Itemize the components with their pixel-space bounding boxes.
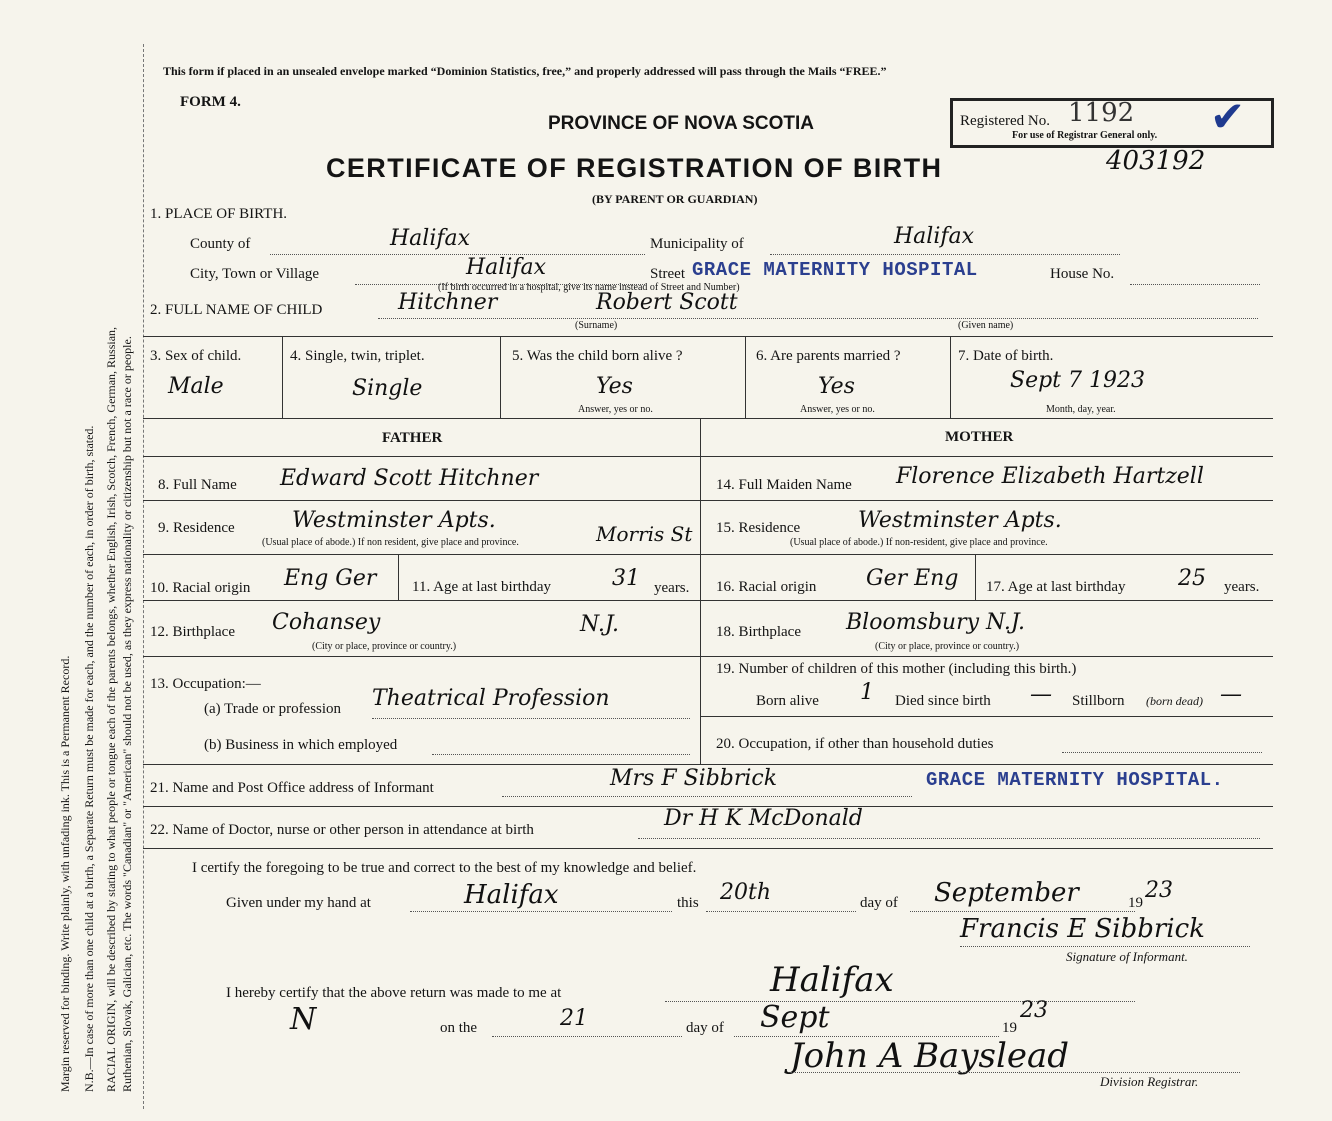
check-mark-icon: ✔ bbox=[1210, 92, 1246, 141]
father-residence-label: 9. Residence bbox=[158, 520, 235, 536]
informant-label: 21. Name and Post Office address of Informant bbox=[150, 780, 434, 796]
born-alive-label: 5. Was the child born alive ? bbox=[512, 348, 683, 364]
father-birthplace-note: (City or place, province or country.) bbox=[312, 641, 457, 652]
registrar-signature: John A Bayslead bbox=[790, 1036, 1070, 1076]
father-age-label: 11. Age at last birthday bbox=[412, 579, 551, 595]
certification-statement: I certify the foregoing to be true and correct to the best of my knowledge and belief. bbox=[192, 860, 697, 876]
city-label: City, Town or Village bbox=[190, 266, 320, 282]
margin-note-4: Ruthenian, Slovak, Galician, etc. The words "Canadian" or "American" should not be used, as they express nationality or citizenship but not a race or people. bbox=[120, 336, 134, 1092]
street-value-stamp: GRACE MATERNITY HOSPITAL bbox=[692, 259, 978, 281]
form-number: FORM 4. bbox=[180, 94, 241, 110]
sex-value: Male bbox=[168, 374, 224, 399]
mother-heading: MOTHER bbox=[945, 429, 1014, 445]
this-label: this bbox=[677, 895, 699, 911]
street-label: Street bbox=[650, 266, 685, 282]
father-residence-extra: Morris St bbox=[596, 522, 693, 546]
born-alive-note: Answer, yes or no. bbox=[578, 404, 653, 415]
informant-signature-label: Signature of Informant. bbox=[1066, 949, 1188, 964]
mother-residence-value: Westminster Apts. bbox=[858, 508, 1062, 533]
place-of-birth-heading: 1. PLACE OF BIRTH. bbox=[150, 206, 288, 222]
county-label: County of bbox=[190, 236, 251, 252]
date-of-birth-value: Sept 7 1923 bbox=[1010, 368, 1145, 393]
sex-label: 3. Sex of child. bbox=[150, 348, 242, 364]
handwritten-number: 403192 bbox=[1106, 146, 1206, 176]
given-month-value: September bbox=[934, 878, 1079, 908]
born-alive-count-label: Born alive bbox=[756, 693, 819, 709]
father-residence-value: Westminster Apts. bbox=[292, 508, 496, 533]
father-age-value: 31 bbox=[612, 566, 640, 591]
father-birthplace-value: Cohansey bbox=[272, 610, 381, 635]
mother-occupation-label: 20. Occupation, if other than household duties bbox=[716, 736, 994, 752]
county-value: Halifax bbox=[390, 226, 471, 251]
parents-married-note: Answer, yes or no. bbox=[800, 404, 875, 415]
died-since-birth-value: — bbox=[1030, 682, 1052, 707]
mother-name-value: Florence Elizabeth Hartzell bbox=[896, 464, 1204, 489]
registrar-day-of-label: day of bbox=[686, 1020, 724, 1036]
given-year-prefix: 19 bbox=[1128, 895, 1143, 911]
registrar-statement: I hereby certify that the above return was made to me at bbox=[226, 985, 562, 1001]
mother-racial-label: 16. Racial origin bbox=[716, 579, 817, 595]
registrar-month-value: Sept bbox=[760, 1000, 830, 1035]
father-trade-label: (a) Trade or profession bbox=[204, 701, 342, 717]
child-given-name-value: Robert Scott bbox=[596, 290, 738, 315]
father-trade-value: Theatrical Profession bbox=[372, 686, 610, 711]
house-number-label: House No. bbox=[1050, 266, 1115, 282]
margin-notes bbox=[0, 0, 140, 1121]
registered-value: 1192 bbox=[1068, 98, 1135, 128]
margin-note-3: RACIAL ORIGIN, will be described by stating to what people or tongue each of the parents belongs, whether English, Irish, Scotch, French, German, Russian, bbox=[104, 326, 118, 1092]
plurality-value: Single bbox=[352, 376, 423, 401]
mother-residence-note: (Usual place of abode.) If non-resident, give place and province. bbox=[790, 537, 1048, 548]
page-title: CERTIFICATE OF REGISTRATION OF BIRTH bbox=[326, 153, 943, 183]
mother-racial-value: Ger Eng bbox=[866, 566, 959, 591]
child-name-label: 2. FULL NAME OF CHILD bbox=[150, 302, 323, 318]
father-racial-label: 10. Racial origin bbox=[150, 580, 251, 596]
mother-name-label: 14. Full Maiden Name bbox=[716, 477, 852, 493]
father-heading: FATHER bbox=[382, 430, 443, 446]
father-occupation-label: 13. Occupation:— bbox=[150, 676, 261, 692]
stillborn-value: — bbox=[1220, 682, 1242, 707]
father-business-label: (b) Business in which employed bbox=[204, 737, 398, 753]
municipality-value: Halifax bbox=[894, 224, 975, 249]
informant-address-stamp: GRACE MATERNITY HOSPITAL. bbox=[926, 769, 1224, 791]
municipality-label: Municipality of bbox=[650, 236, 744, 252]
registrar-year-value: 23 bbox=[1020, 998, 1048, 1023]
informant-name-value: Mrs F Sibbrick bbox=[610, 766, 778, 791]
father-age-unit: years. bbox=[654, 580, 690, 596]
surname-note: (Surname) bbox=[575, 320, 618, 331]
registrar-place-value: Halifax bbox=[770, 960, 894, 1000]
registered-label: Registered No. bbox=[960, 113, 1050, 129]
doctor-value: Dr H K McDonald bbox=[664, 806, 863, 831]
mail-notice: This form if placed in an unsealed envelope marked “Dominion Statistics, free,” and properly addressed will pass through the Mails “FREE.” bbox=[163, 64, 887, 78]
date-of-birth-note: Month, day, year. bbox=[1046, 404, 1116, 415]
born-alive-value: Yes bbox=[596, 374, 633, 399]
margin-note-2: N.B.—In case of more than one child at a birth, a Separate Return must be made for each, and the number of each, in order of birth, stated. bbox=[82, 425, 96, 1092]
mother-birthplace-value: Bloomsbury N.J. bbox=[846, 610, 1025, 635]
stillborn-note: (born dead) bbox=[1146, 694, 1203, 708]
mother-children-label: 19. Number of children of this mother (including this birth.) bbox=[716, 661, 1077, 677]
father-racial-value: Eng Ger bbox=[284, 566, 377, 591]
given-place-value: Halifax bbox=[464, 880, 559, 910]
father-name-value: Edward Scott Hitchner bbox=[280, 466, 539, 491]
mother-birthplace-note: (City or place, province or country.) bbox=[875, 641, 1020, 652]
given-under-hand-label: Given under my hand at bbox=[226, 895, 371, 911]
child-surname-value: Hitchner bbox=[398, 290, 498, 315]
province-heading: PROVINCE OF NOVA SCOTIA bbox=[548, 113, 815, 134]
mother-age-unit: years. bbox=[1224, 579, 1260, 595]
day-of-label: day of bbox=[860, 895, 898, 911]
given-day-value: 20th bbox=[720, 880, 772, 905]
mother-age-value: 25 bbox=[1178, 566, 1206, 591]
registrar-day-value: 21 bbox=[560, 1006, 588, 1031]
stillborn-label: Stillborn bbox=[1072, 693, 1125, 709]
parents-married-value: Yes bbox=[818, 374, 855, 399]
registrar-signature-label: Division Registrar. bbox=[1100, 1074, 1199, 1089]
mother-residence-label: 15. Residence bbox=[716, 520, 801, 536]
father-birthplace-label: 12. Birthplace bbox=[150, 624, 235, 640]
father-name-label: 8. Full Name bbox=[158, 477, 237, 493]
page-subtitle: (BY PARENT OR GUARDIAN) bbox=[592, 192, 758, 206]
given-name-note: (Given name) bbox=[958, 320, 1014, 331]
father-residence-note: (Usual place of abode.) If non resident, give place and province. bbox=[262, 537, 519, 548]
born-alive-count-value: 1 bbox=[860, 680, 874, 705]
registered-note: For use of Registrar General only. bbox=[1012, 130, 1158, 141]
binding-margin-line bbox=[143, 44, 144, 1109]
mother-birthplace-label: 18. Birthplace bbox=[716, 624, 801, 640]
died-since-birth-label: Died since birth bbox=[895, 693, 991, 709]
hospital-note: (If birth occurred in a hospital, give its name instead of Street and Number) bbox=[438, 282, 740, 293]
margin-note-1: Margin reserved for binding. Write plainly, with unfading ink. This is a Permanent Record. bbox=[58, 655, 72, 1092]
doctor-label: 22. Name of Doctor, nurse or other person in attendance at birth bbox=[150, 822, 534, 838]
registrar-mark: N bbox=[290, 1002, 317, 1037]
mother-age-label: 17. Age at last birthday bbox=[986, 579, 1126, 595]
on-the-label: on the bbox=[440, 1020, 478, 1036]
city-value: Halifax bbox=[466, 255, 547, 280]
given-year-value: 23 bbox=[1145, 878, 1173, 903]
father-birthplace-state: N.J. bbox=[580, 612, 619, 637]
registrar-year-prefix: 19 bbox=[1002, 1020, 1017, 1036]
parents-married-label: 6. Are parents married ? bbox=[756, 348, 901, 364]
date-of-birth-label: 7. Date of birth. bbox=[958, 348, 1054, 364]
informant-signature: Francis E Sibbrick bbox=[960, 914, 1205, 944]
plurality-label: 4. Single, twin, triplet. bbox=[290, 348, 425, 364]
